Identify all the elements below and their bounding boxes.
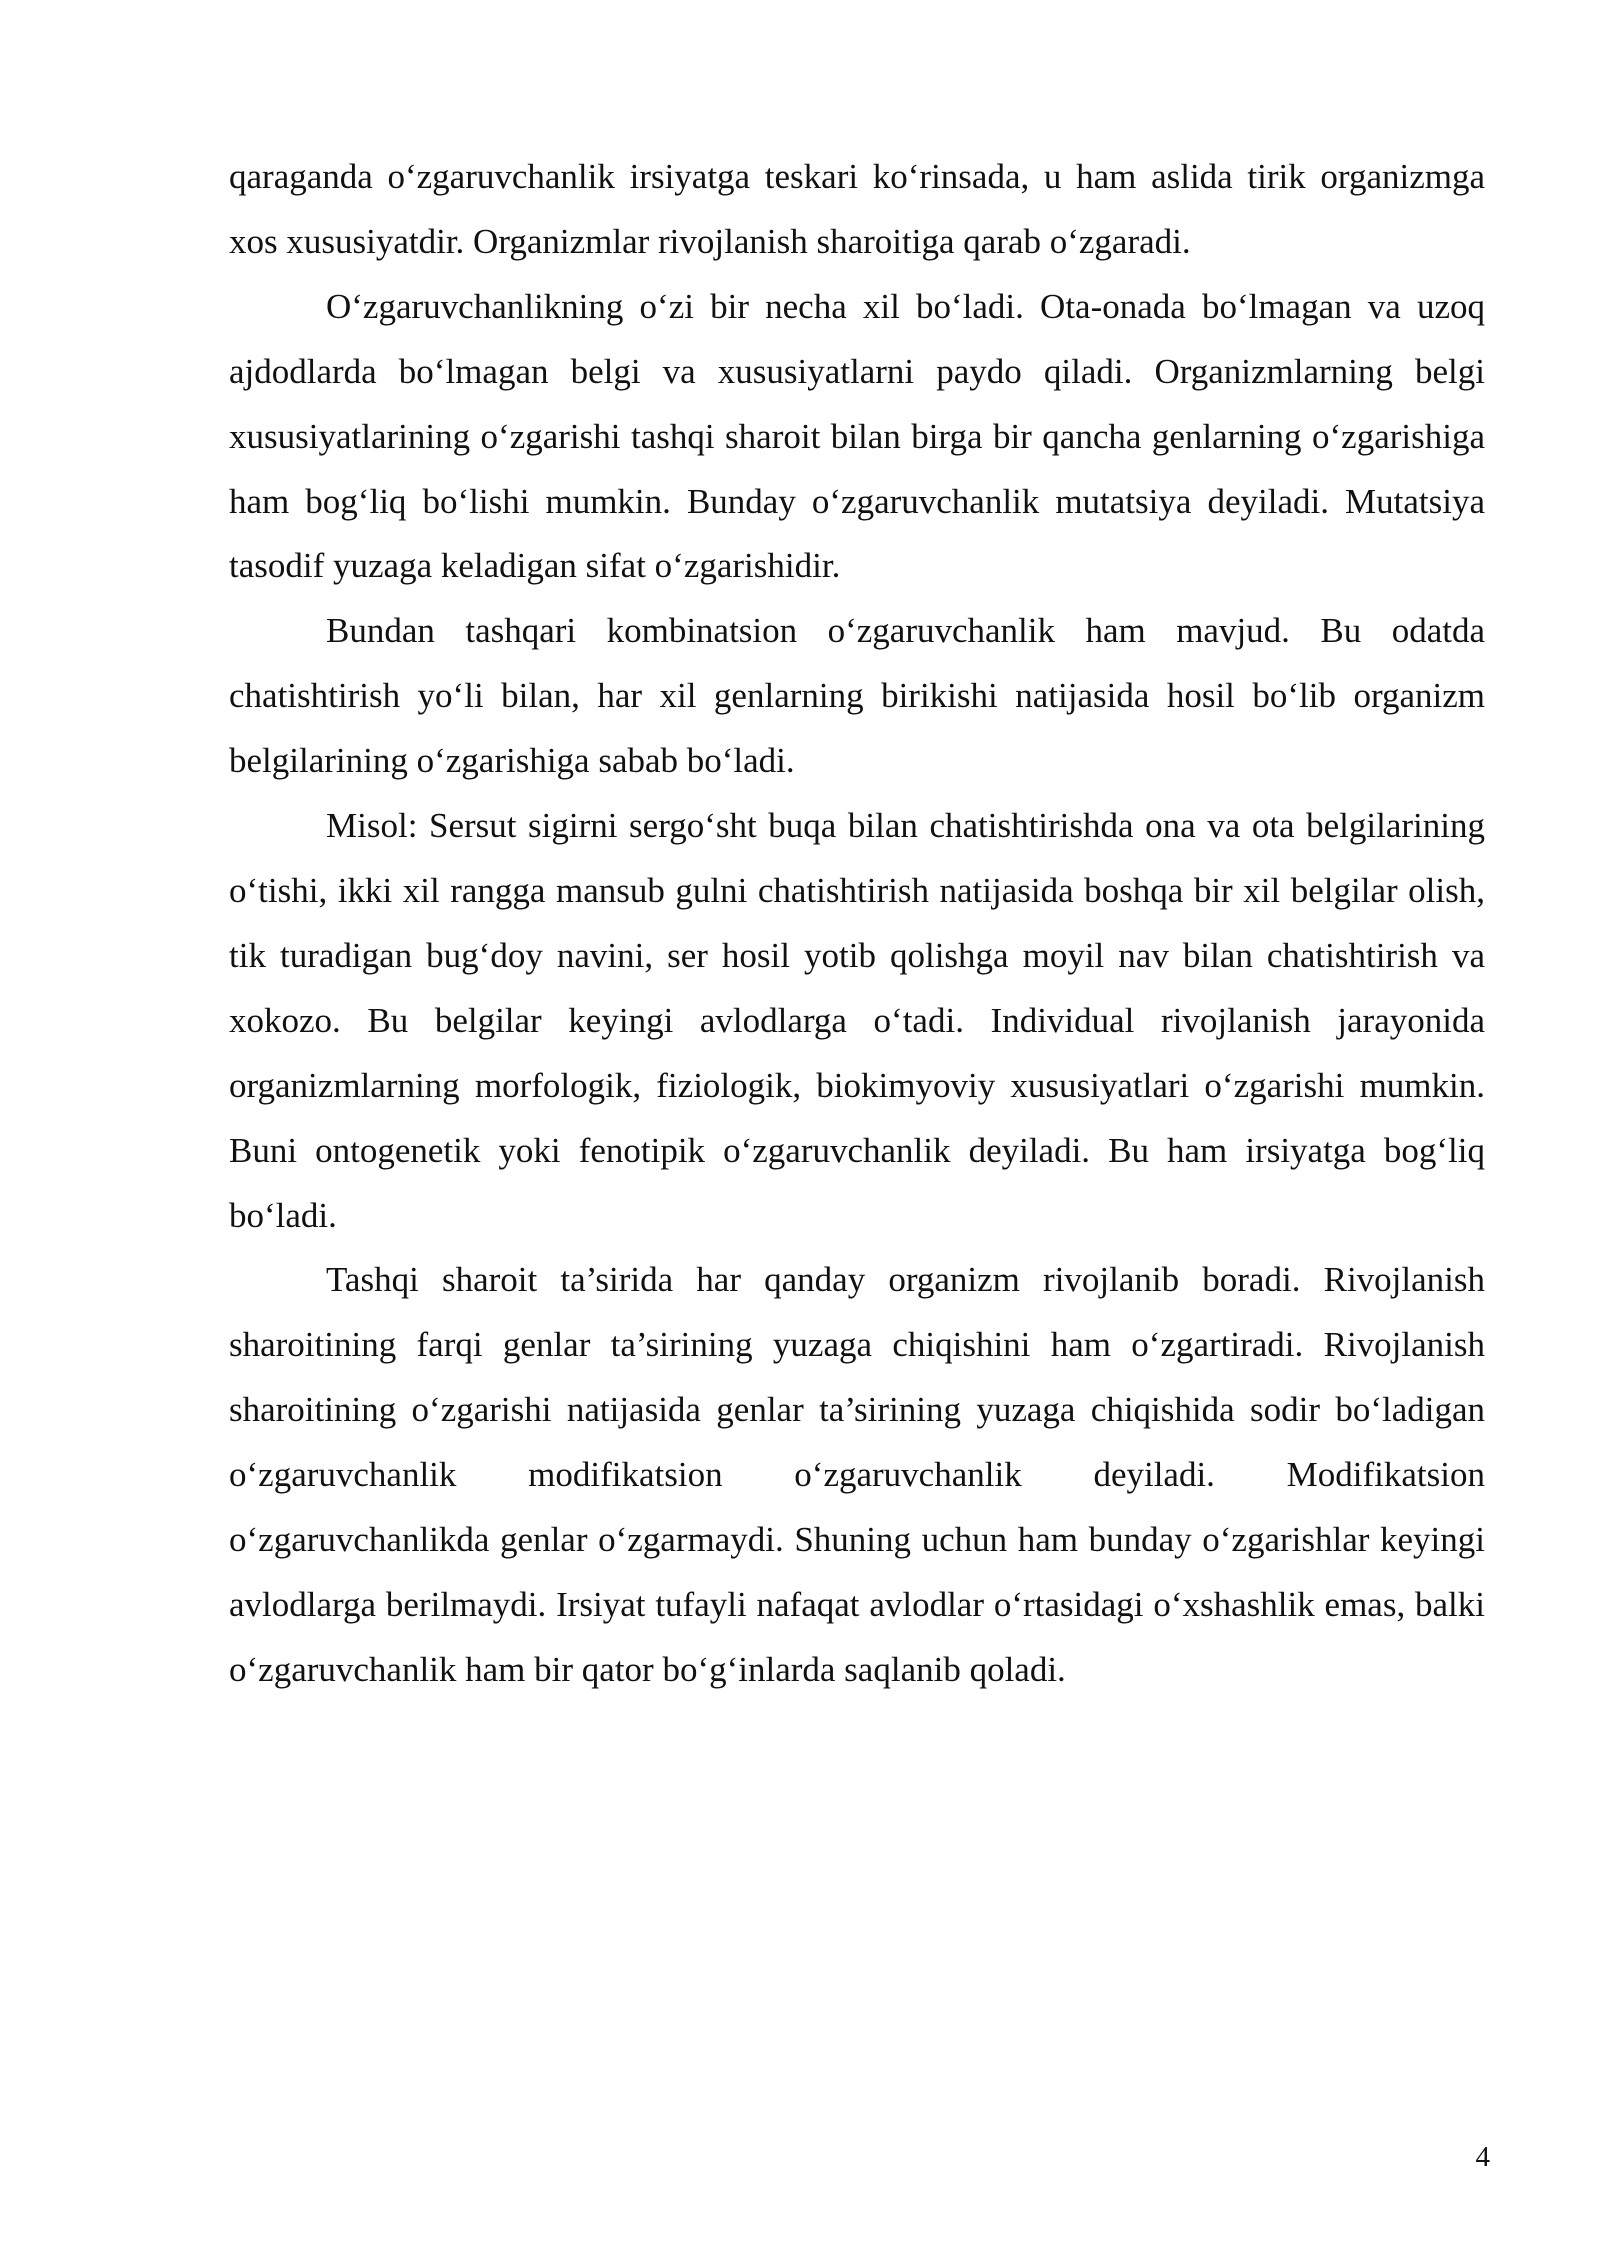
paragraph-mutation: O‘zgaruvchanlikning o‘zi bir necha xil bo‘ladi. Ota-onada bo‘lmagan va uzoq ajdodlarda bo‘lmagan belgi va xususiyatlarni paydo qiladi. Organizmlarning belgi xususiyatlarining o‘zgarishi tashqi sharoit bilan birga bir qancha genlarning o‘zgarishiga ham bog‘liq bo‘lishi mumkin. Bunday o‘zgaruvchanlik mutatsiya deyiladi. Mutatsiya tasodif yuzaga keladigan sifat o‘zgarishidir. (229, 286, 1485, 586)
paragraph-combinative-variation: Bundan tashqari kombinatsion o‘zgaruvchanlik ham mavjud. Bu odatda chatishtirish yo‘li bilan, har xil genlarning birikishi natijasida hosil bo‘lib organizm belgilarining o‘zgarishiga sabab bo‘ladi. (229, 611, 1485, 781)
paragraph-example: Misol: Sersut sigirni sergo‘sht buqa bilan chatishtirishda ona va ota belgilarining o‘tishi, ikki xil rangga mansub gulni chatishtirish natijasida boshqa bir xil belgilar olish, tik turadigan bug‘doy navini, ser hosil yotib qolishga moyil nav bilan chatishtirish va xokozo. Bu belgilar keyingi avlodlarga o‘tadi. Individual rivojlanish jarayonida organizmlarning morfologik, fiziologik, biokimyoviy xususiyatlari o‘zgarishi mumkin. Buni ontogenetik yoki fenotipik o‘zgaruvchanlik deyiladi. Bu ham irsiyatga bog‘liq bo‘ladi. (229, 806, 1485, 1235)
document-body (229, 145, 1485, 1703)
paragraph-continuation: qaraganda o‘zgaruvchanlik irsiyatga teskari ko‘rinsada, u ham aslida tirik organizmga xos xususiyatdir. Organizmlar rivojlanish sharoitiga qarab o‘zgaradi. (229, 157, 1485, 261)
page-number: 4 (1475, 2141, 1490, 2173)
paragraph-modification-variation: Tashqi sharoit ta’sirida har qanday organizm rivojlanib boradi. Rivojlanish sharoitining farqi genlar ta’sirining yuzaga chiqishini ham o‘zgartiradi. Rivojlanish sharoitining o‘zgarishi natijasida genlar ta’sirining yuzaga chiqishida sodir bo‘ladigan o‘zgaruvchanlik modifikatsion o‘zgaruvchanlik deyiladi. Modifikatsion o‘zgaruvchanlikda genlar o‘zgarmaydi. Shuning uchun ham bunday o‘zgarishlar keyingi avlodlarga berilmaydi. Irsiyat tufayli nafaqat avlodlar o‘rtasidagi o‘xshashlik emas, balki o‘zgaruvchanlik ham bir qator bo‘g‘inlarda saqlanib qoladi. (229, 1260, 1485, 1689)
